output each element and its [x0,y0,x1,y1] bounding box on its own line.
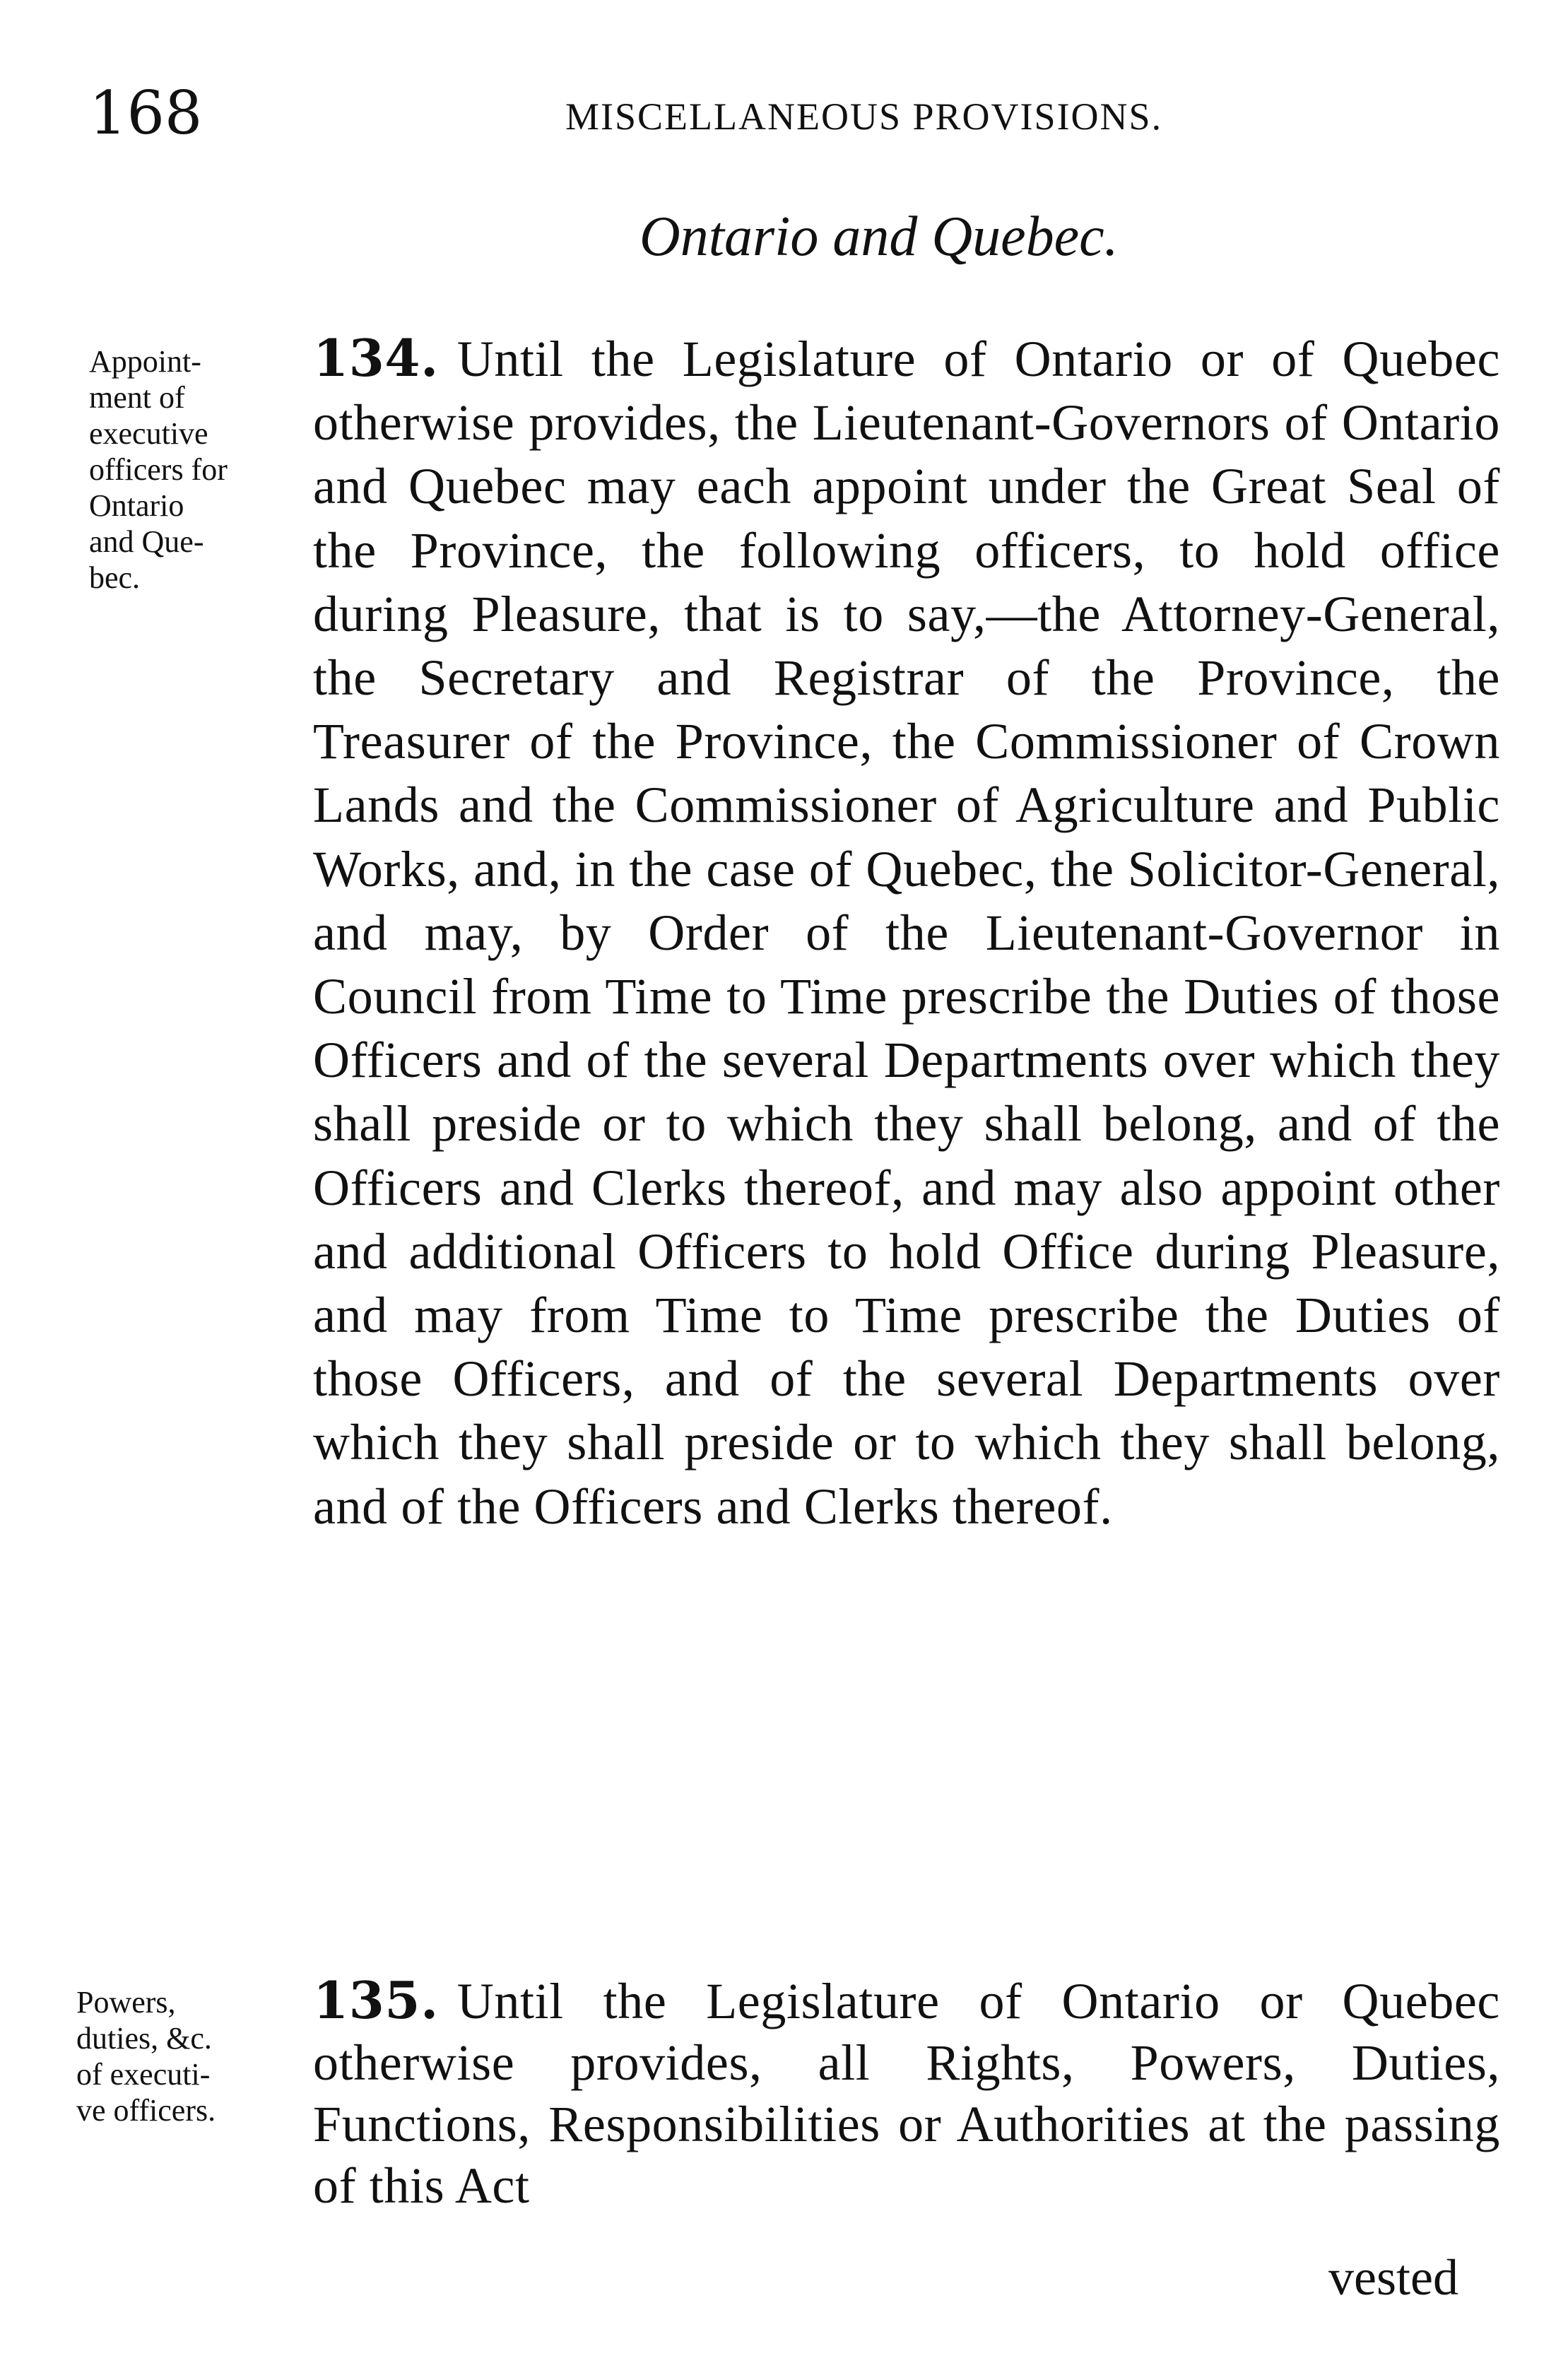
section-135-text: Until the Legislature of Ontario or Quebec otherwise provides, all Rights, Powers, Duties, Functions, Responsibilities or Authorities at the passing of this Act [313,1973,1500,2214]
section-heading: Ontario and Quebec. [639,206,1119,268]
marginal-note-135: Powers, duties, &c. of executi- ve officers. [76,1985,216,2128]
running-head: MISCELLANEOUS PROVISIONS. [565,95,1163,138]
marginal-note-134: Appoint- ment of executive officers for Ontario and Que- bec. [89,344,228,595]
section-134-text: Until the Legislature of Ontario or of Quebec otherwise provides, the Lieutenant-Governors of Ontario and Quebec may each appoint under the Great Seal of the Province, the following officers, to hold office during Pleasure, that is to say,—the Attorney-General, the Secretary and Registrar of the Province, the Treasurer of the Province, the Commissioner of Crown Lands and the Commissioner of Agriculture and Public Works, and, in the case of Quebec, the Solicitor-General, and may, by Order of the Lieutenant-Governor in Council from Time to Time prescribe the Duties of those Officers and of the several Departments over which they shall preside or to which they shall belong, and of the Officers and Clerks thereof, and may also appoint other and additional Officers to hold Office during Pleasure, and may from Time to Time prescribe the Duties of those Officers, and of the several Departments over which they shall preside or to which they shall belong, and of the Officers and Clerks thereof. [313,331,1500,1535]
section-134-paragraph [313,326,1500,1538]
section-number-134: 134. [313,328,439,388]
page-number: 168 [89,78,203,148]
section-135-paragraph [313,1969,1500,2217]
catchword: vested [1328,2249,1458,2306]
section-number-135: 135. [313,1970,439,2030]
